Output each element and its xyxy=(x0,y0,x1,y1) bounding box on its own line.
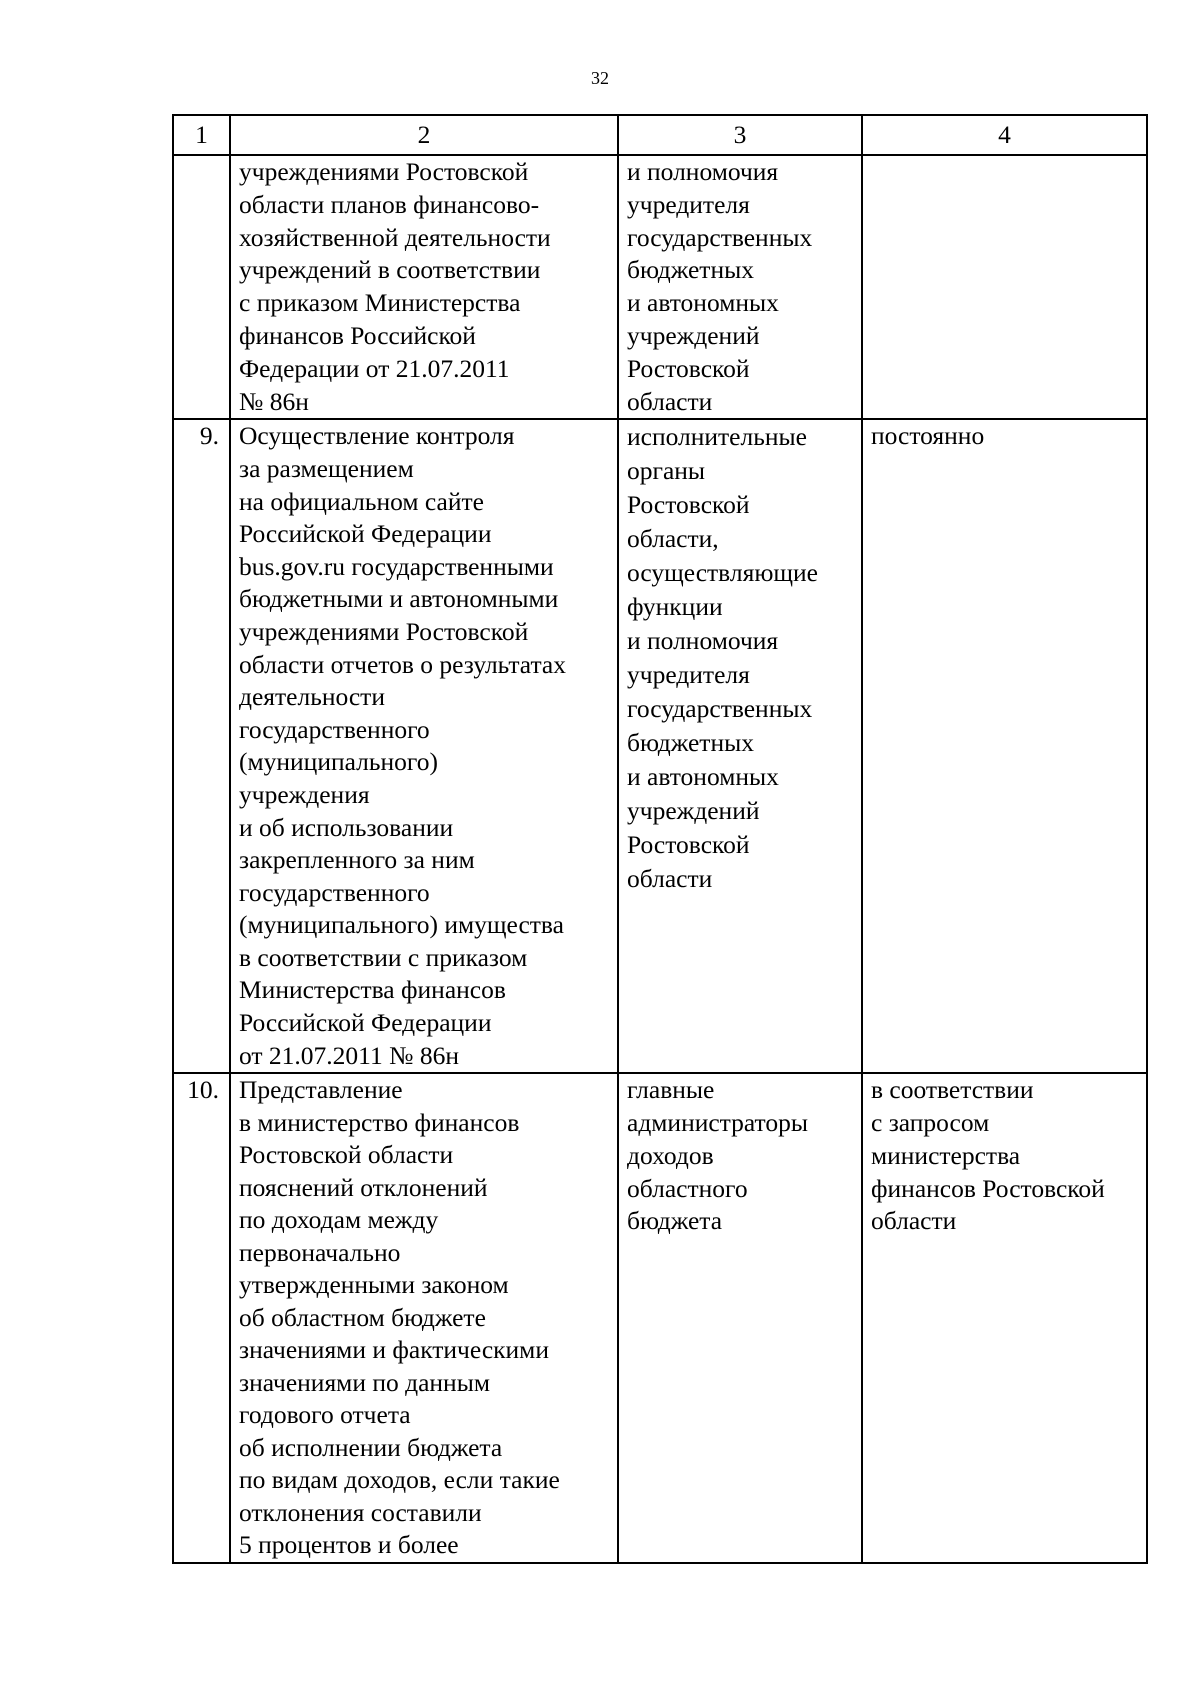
cell-text-line: bus.gov.ru государственными xyxy=(239,551,554,581)
cell-col4 xyxy=(862,155,1147,419)
cell-text-line: об исполнении бюджета xyxy=(239,1432,503,1462)
cell-text-line: бюджетными и автономными xyxy=(239,584,559,614)
cell-text-line: (муниципального) имущества xyxy=(239,910,564,940)
row-number-cell: 10. xyxy=(173,1073,230,1563)
cell-text-line: функции xyxy=(627,592,723,622)
cell-text-line: за размещением xyxy=(239,453,414,483)
cell-text-line: Ростовской области xyxy=(239,1140,454,1170)
cell-text-line: учредителя xyxy=(627,660,750,690)
cell-text-line: министерства xyxy=(871,1140,1021,1170)
cell-text-line: и полномочия xyxy=(627,157,779,186)
table-row xyxy=(173,419,1147,1073)
cell-text-line: постоянно xyxy=(871,421,985,451)
cell-text-line: с приказом Министерства xyxy=(239,288,521,318)
cell-text-line: учреждений в соответствии xyxy=(239,255,541,285)
cell-text-line: (муниципального) xyxy=(239,747,438,777)
cell-text-line: в соответствии с приказом xyxy=(239,942,528,972)
cell-col3 xyxy=(618,419,862,1073)
cell-text-line: финансов Российской xyxy=(239,320,476,350)
document-table xyxy=(172,114,1148,1564)
cell-text-line: первоначально xyxy=(239,1237,401,1267)
cell-text-line: от 21.07.2011 № 86н xyxy=(239,1040,459,1070)
cell-text-line: администраторы xyxy=(627,1108,808,1138)
cell-col3 xyxy=(618,1073,862,1563)
header-col-1: 1 xyxy=(173,115,230,155)
cell-col4 xyxy=(862,419,1147,1073)
cell-text-line: значениями и фактическими xyxy=(239,1335,549,1365)
cell-text-line: учреждений xyxy=(627,796,760,826)
cell-text-line: области планов финансово- xyxy=(239,189,540,219)
cell-text-line: отклонения составили xyxy=(239,1497,482,1527)
page-number: 32 xyxy=(591,68,609,88)
cell-col4 xyxy=(862,1073,1147,1563)
cell-text-line: области xyxy=(627,864,713,894)
cell-text-line: и автономных xyxy=(627,762,779,792)
cell-text-line: и автономных xyxy=(627,288,779,318)
table-header-row xyxy=(173,115,1147,155)
cell-text-line: Федерации от 21.07.2011 xyxy=(239,353,510,383)
cell-text-line: Осуществление контроля xyxy=(239,421,515,451)
cell-text-line: учреждений xyxy=(627,320,760,350)
cell-text-line: пояснений отклонений xyxy=(239,1172,488,1202)
cell-text-line: 5 процентов и более xyxy=(239,1530,459,1560)
cell-text-line: государственного xyxy=(239,714,430,744)
cell-text-line: с запросом xyxy=(871,1108,990,1138)
cell-col3 xyxy=(618,155,862,419)
cell-text-line: и полномочия xyxy=(627,626,779,656)
row-number-cell xyxy=(173,155,230,419)
cell-text-line: Министерства финансов xyxy=(239,975,506,1005)
cell-text-line: учреждениями Ростовской xyxy=(239,157,529,186)
cell-text-line: № 86н xyxy=(239,386,309,416)
header-col-2: 2 xyxy=(230,115,618,155)
cell-text-line: области, xyxy=(627,524,719,554)
table-body xyxy=(173,155,1147,1563)
cell-text-line: областного xyxy=(627,1173,748,1203)
cell-text-line: Ростовской xyxy=(627,830,750,860)
cell-text-line: бюджетных xyxy=(627,728,754,758)
cell-text-line: в министерство финансов xyxy=(239,1107,520,1137)
cell-text-line: хозяйственной деятельности xyxy=(239,222,551,252)
cell-text-line: на официальном сайте xyxy=(239,486,484,516)
cell-text-line: закрепленного за ним xyxy=(239,845,475,875)
cell-text-line: доходов xyxy=(627,1140,714,1170)
cell-text-line: органы xyxy=(627,456,706,486)
table-row xyxy=(173,1073,1147,1563)
cell-text-line: Российской Федерации xyxy=(239,519,492,549)
cell-text-line: бюджетных xyxy=(627,255,754,285)
cell-text-line: учреждения xyxy=(239,779,370,809)
cell-text-line: исполнительные xyxy=(627,422,807,452)
cell-text-line: главные xyxy=(627,1075,715,1105)
cell-col2 xyxy=(230,419,618,1073)
header-col-4: 4 xyxy=(862,115,1147,155)
cell-text-line: годового отчета xyxy=(239,1400,411,1430)
table-row xyxy=(173,155,1147,419)
cell-text-line: и об использовании xyxy=(239,812,454,842)
cell-text-line: финансов Ростовской xyxy=(871,1173,1105,1203)
cell-col2 xyxy=(230,1073,618,1563)
cell-text-line: бюджета xyxy=(627,1206,723,1236)
cell-text-line: по доходам между xyxy=(239,1205,439,1235)
cell-text-line: осуществляющие xyxy=(627,558,818,588)
cell-text-line: об областном бюджете xyxy=(239,1302,486,1332)
cell-text-line: области xyxy=(627,386,713,416)
cell-text-line: государственного xyxy=(239,877,430,907)
cell-text-line: учредителя xyxy=(627,189,750,219)
cell-text-line: области отчетов о результатах xyxy=(239,649,566,679)
cell-text-line: по видам доходов, если такие xyxy=(239,1465,560,1495)
cell-text-line: в соответствии xyxy=(871,1075,1034,1105)
cell-text-line: Ростовской xyxy=(627,353,750,383)
cell-text-line: значениями по данным xyxy=(239,1367,490,1397)
cell-text-line: государственных xyxy=(627,222,813,252)
cell-text-line: Представление xyxy=(239,1075,403,1105)
cell-text-line: деятельности xyxy=(239,682,385,712)
cell-text-line: государственных xyxy=(627,694,813,724)
cell-text-line: Российской Федерации xyxy=(239,1008,492,1038)
cell-text-line: области xyxy=(871,1206,957,1236)
cell-text-line: Ростовской xyxy=(627,490,750,520)
cell-col2 xyxy=(230,155,618,419)
header-col-3: 3 xyxy=(618,115,862,155)
cell-text-line: учреждениями Ростовской xyxy=(239,616,529,646)
cell-text-line: утвержденными законом xyxy=(239,1270,509,1300)
row-number-cell: 9. xyxy=(173,419,230,1073)
